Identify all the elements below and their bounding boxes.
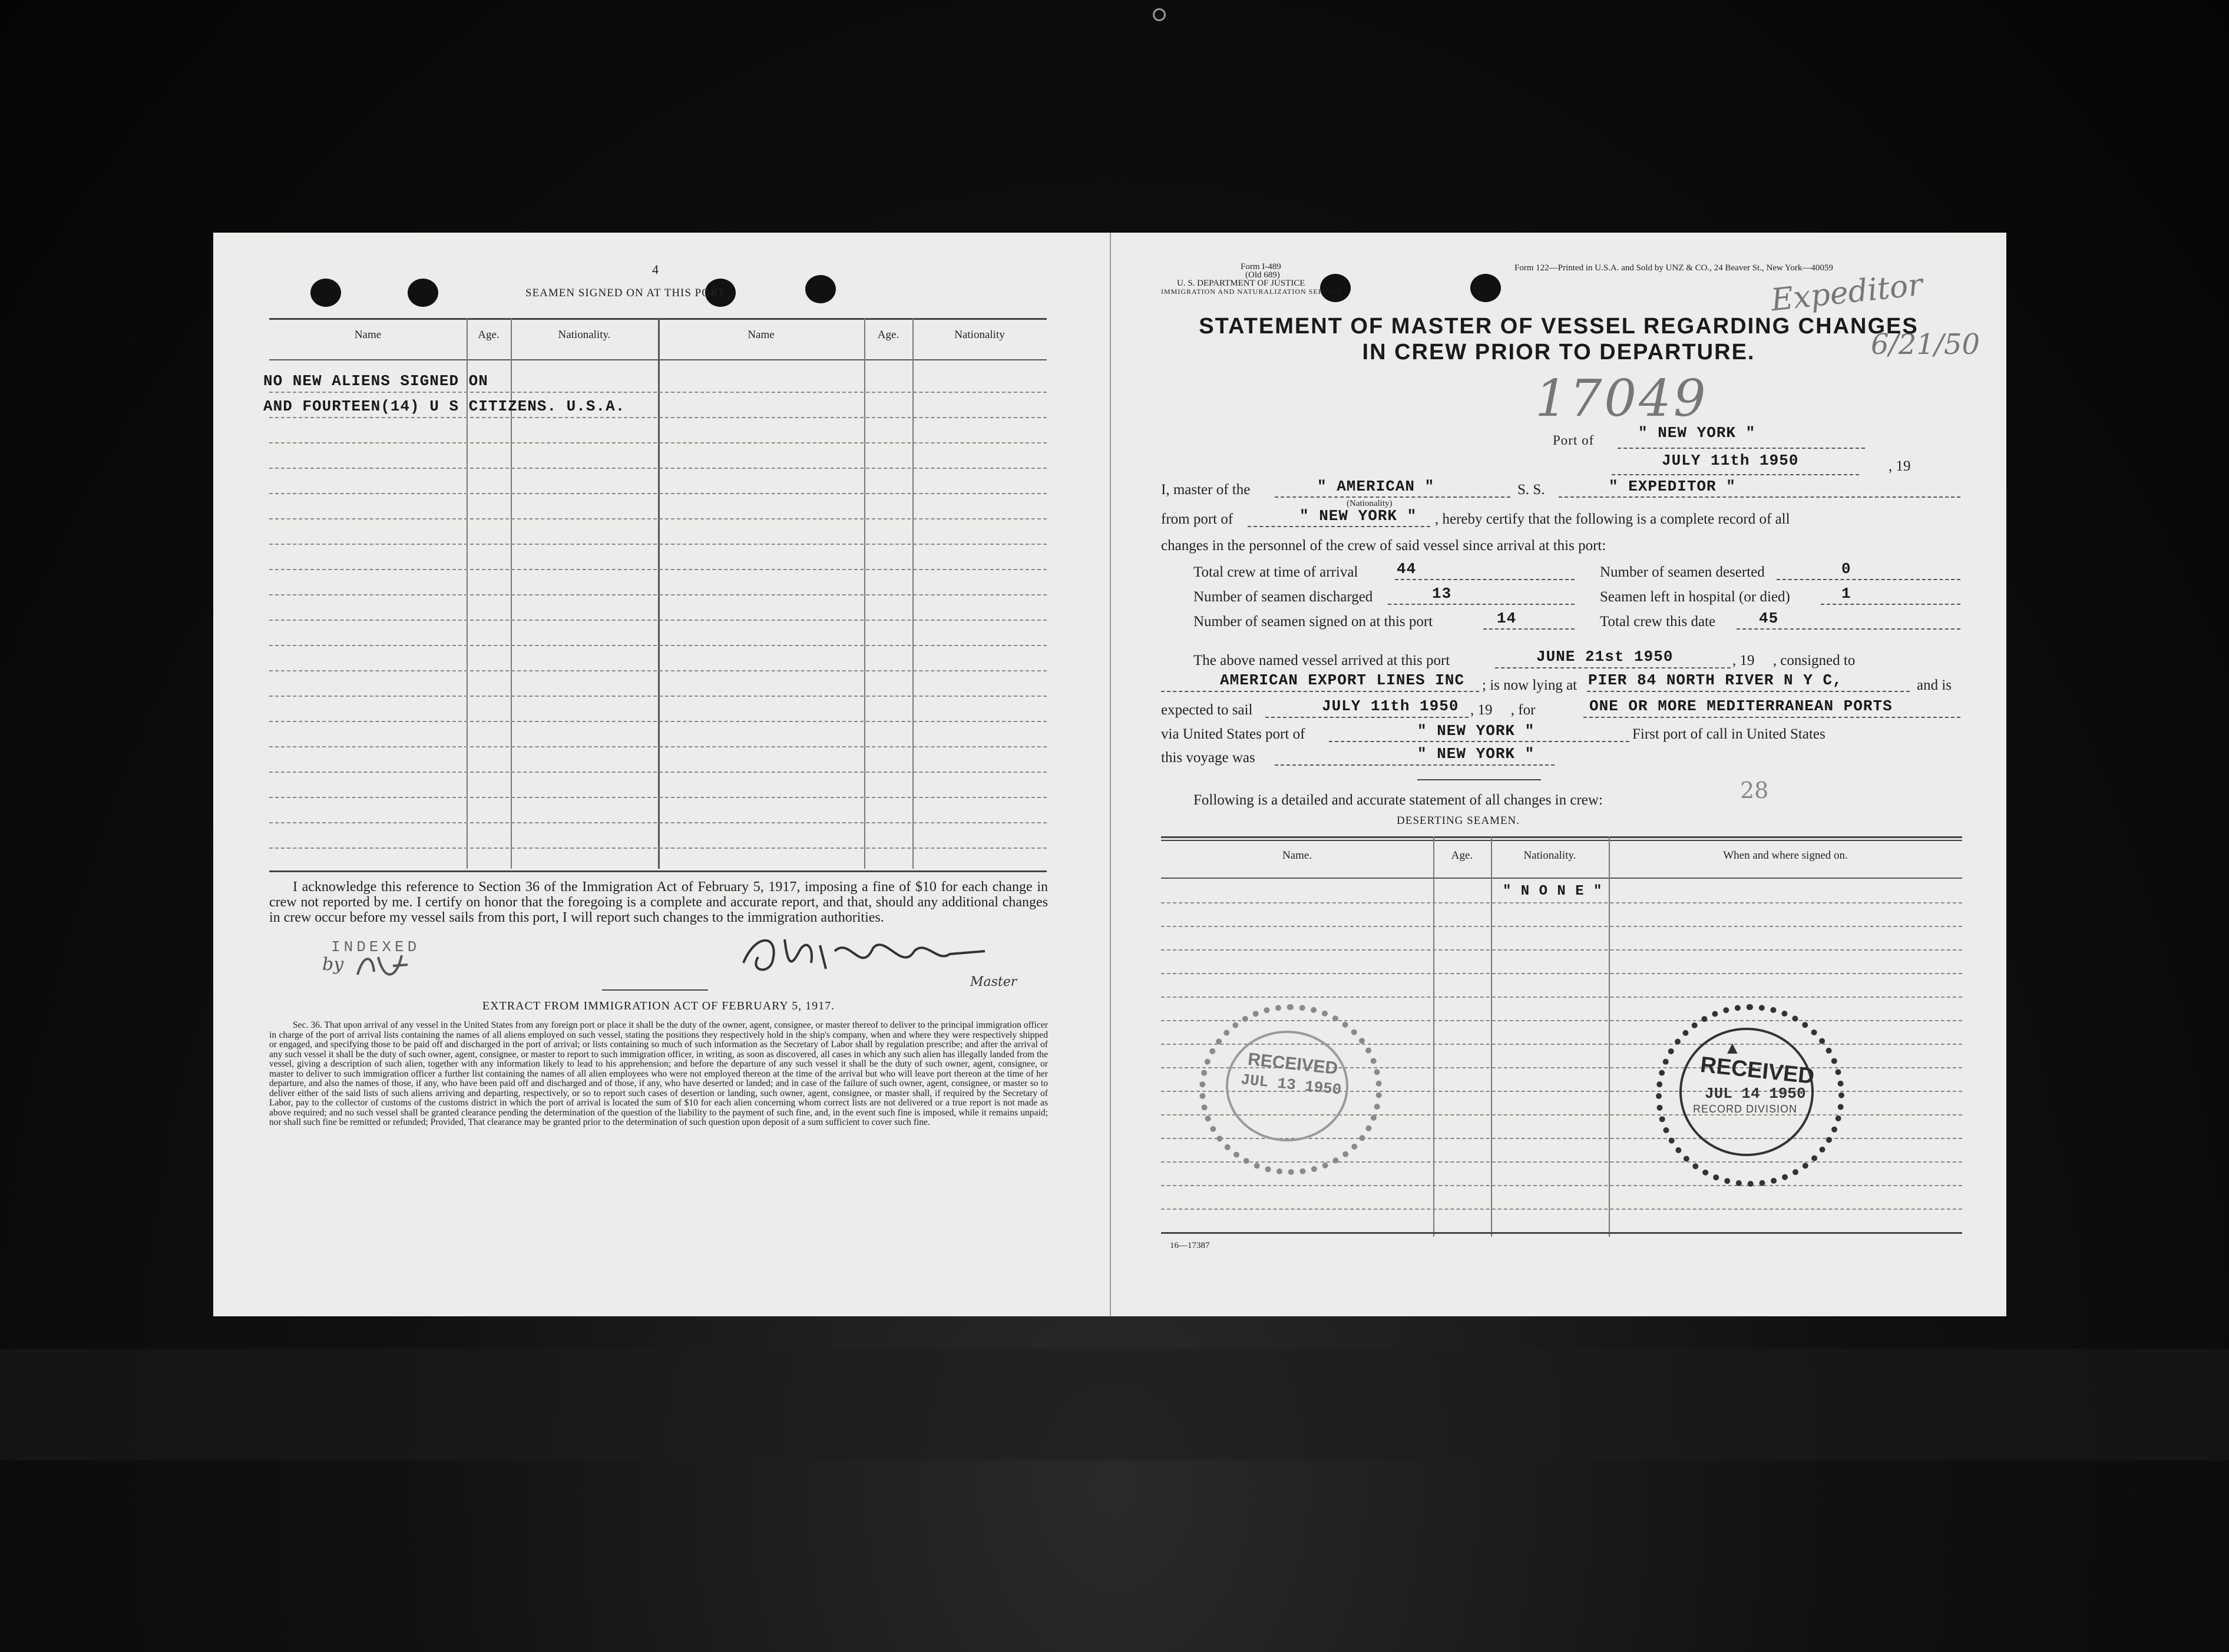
master-of-label: I, master of the [1161,482,1251,498]
total-crew-arrival: 44 [1397,560,1417,578]
col-header-nationality-2: Nationality [954,329,1005,341]
form-old-number: (Old 689) [1245,270,1280,280]
first-port-label: First port of call in United States [1632,726,1825,742]
statement-date: JULY 11th 1950 [1662,452,1799,469]
ss-label: S. S. [1517,482,1545,498]
printer-note: Form 122—Printed in U.S.A. and Sold by UNZ & CO., 24 Beaver St., New York—40059 [1514,263,1833,273]
master-signature [732,928,1003,986]
punch-hole [310,279,341,307]
footer-code: 16—17387 [1170,1241,1210,1250]
col-header-age: Age. [478,329,500,341]
hospital-label: Seamen left in hospital (or died) [1600,589,1790,605]
page-number: 4 [652,262,659,277]
acknowledgement-text: I acknowledge this reference to Section 36 of the Immigration Act of February 5, 1917, imposing a fine of $10 for each change in crew not reported by me. I certify on honor that the foregoing is a complete and accurate report, and that, should any additional changes in crew occur before my vessel sails from this port, I will report such changes to the immigration authorities. [269,879,1048,925]
film-registration-mark [1153,8,1166,21]
seamen-signed-table [263,318,1047,869]
signed-on-count: 14 [1497,610,1517,627]
punch-hole [805,275,836,303]
arrived-date: JUNE 21st 1950 [1536,648,1674,666]
department-label: U. S. DEPARTMENT OF JUSTICE [1177,279,1305,288]
punch-hole [1470,274,1501,302]
indexed-stamp: INDEXED [331,938,421,956]
lying-label: ; is now lying at [1482,677,1578,693]
extract-text: Sec. 36. That upon arrival of any vessel in the United States from any foreign port or place it shall be the duty of the owner, agent, consignee, or master thereof to deliver to the principal immigration officer in charge of the port of arrival lists containing the names of all aliens employed on such vessel, stating the positions they respectively hold in the ship's company, when and where they were respectively shipped or engaged, and specifying those to be paid off and discharged in the port of arrival; or lists containing so much of such information as the Secretary of Labor shall by regulation prescribe; and after the arrival of any such vessel it shall be the duty of such owner, agent, consignee, or master to report to such immigration officer, in writing, as soon as discovered, all cases in which any such alien has illegally landed from the vessel, giving a description of such alien, together with any information likely to lead to his apprehension; and before the departure of any such vessel it shall be the duty of such owner, agent, consignee, or master to deliver to such immigration officer a further list containing the names of all alien employees who were not employed thereon at the time of the arrival but who will leave port thereon at the time of her departure, and also the names of those, if any, who have been paid off and discharged and of those, if any, who have deserted or landed; and in case of the failure of such owner, agent, consignee, or master so to deliver either of the said lists of such aliens arriving and departing, respectively, or so to report such cases of desertion or landing, such owner, agent, consignee, or master shall, if required by the Secretary of Labor, pay to the collector of customs of the customs district in which the port of arrival is located the sum of $10 for each alien concerning whom correct lists are not delivered or a true report is not made as above required; and no such vessel shall be granted clearance pending the determination of the question of the liability to the payment of such fine, and, in the event such fine is imposed, while it remains unpaid; nor shall such fine be remitted or refunded; Provided, That clearance may be granted prior to the determination of such question upon deposit of a sum sufficient to cover such fine. [269,1020,1048,1127]
voyage-port: " NEW YORK " [1417,745,1535,763]
col-header-signed-on: When and where signed on. [1723,849,1848,862]
punch-hole [408,279,438,307]
indexed-by: by [322,954,344,975]
deserting-seamen-heading: DESERTING SEAMEN. [1397,815,1520,827]
col-header-nationality: Nationality. [1523,849,1576,862]
port-value: " NEW YORK " [1638,424,1756,442]
voyage-label: this voyage was [1161,750,1255,766]
via-label: via United States port of [1161,726,1305,742]
left-page [213,233,1110,1316]
handwritten-date: 6/21/50 [1871,328,1980,361]
expected-label: expected to sail [1161,702,1253,718]
col-header-name: Name [354,329,382,341]
col-header-nationality: Nationality. [558,329,611,341]
destination: ONE OR MORE MEDITERRANEAN PORTS [1589,697,1893,715]
certify-text: , hereby certify that the following is a complete record of all [1435,511,1790,527]
received-stamp-left-date: JUL 13 1950 [1239,1071,1342,1099]
hospital-count: 1 [1841,585,1851,602]
following-text: Following is a detailed and accurate statement of all changes in crew: [1193,792,1603,808]
nationality-caption: (Nationality) [1347,499,1393,508]
none-entry: " N O N E " [1503,883,1603,899]
form-number: Form I-489 [1241,262,1281,272]
total-crew-date: 45 [1759,610,1779,627]
and-is-label: and is [1917,677,1952,693]
col-header-age: Age. [1451,849,1473,862]
received-stamp-right-date: JUL 14 1950 [1705,1085,1806,1103]
col-header-age-2: Age. [877,329,899,341]
scan-band [0,1349,2229,1461]
received-stamp-left-text: RECEIVED [1246,1050,1339,1078]
vessel-name: " EXPEDITOR " [1609,478,1736,495]
for-label: , 19 , for [1470,702,1536,718]
via-port: " NEW YORK " [1417,722,1535,740]
discharged-label: Number of seamen discharged [1193,589,1373,605]
port-label: Port of [1553,433,1595,448]
arrived-label: The above named vessel arrived at this port [1193,653,1450,668]
form-title-line-2: IN CREW PRIOR TO DEPARTURE. [1362,340,1755,365]
col-header-name-2: Name [748,329,775,341]
year-suffix: , 19 [1889,458,1911,474]
extract-heading: EXTRACT FROM IMMIGRATION ACT OF FEBRUARY 5, 1917. [482,999,835,1012]
right-page [1111,233,2006,1316]
lying-at: PIER 84 NORTH RIVER N Y C, [1588,671,1843,689]
form-title-line-1: STATEMENT OF MASTER OF VESSEL REGARDING CHANGES [1199,314,1919,339]
handwritten-file-number: 17049 [1535,369,1708,428]
seamen-signed-heading: SEAMEN SIGNED ON AT THIS PORT [525,287,726,299]
typed-entry-line: NO NEW ALIENS SIGNED ON [263,372,488,390]
received-stamp-right-text: RECEIVED [1699,1052,1815,1090]
sail-date: JULY 11th 1950 [1322,697,1459,715]
consignee: AMERICAN EXPORT LINES INC [1220,671,1465,689]
service-label: IMMIGRATION AND NATURALIZATION SERVICE [1161,287,1342,296]
from-port-label: from port of [1161,511,1233,527]
deserted-count: 0 [1841,560,1851,578]
typed-entry-line: AND FOURTEEN(14) U S CITIZENS. U.S.A. [263,398,626,415]
nationality-value: " AMERICAN " [1317,478,1435,495]
handwritten-vessel-name: Expeditor [1769,267,1924,319]
from-port-value: " NEW YORK " [1299,507,1417,525]
total-crew-date-label: Total crew this date [1600,614,1716,630]
indexed-initials-signature [352,948,416,984]
changes-text: changes in the personnel of the crew of said vessel since arrival at this port: [1161,538,1606,554]
signed-on-label: Number of seamen signed on at this port [1193,614,1433,630]
stamp-star-icon: ▲ [1724,1038,1741,1058]
deserted-label: Number of seamen deserted [1600,564,1765,580]
handwritten-28: 28 [1740,777,1769,803]
total-crew-arrival-label: Total crew at time of arrival [1193,564,1358,580]
received-stamp-right-division: RECORD DIVISION [1693,1103,1798,1115]
discharged-count: 13 [1432,585,1452,602]
master-label: Master [970,975,1017,989]
consigned-label: , 19 , consigned to [1732,653,1856,668]
col-header-name: Name. [1282,849,1312,862]
